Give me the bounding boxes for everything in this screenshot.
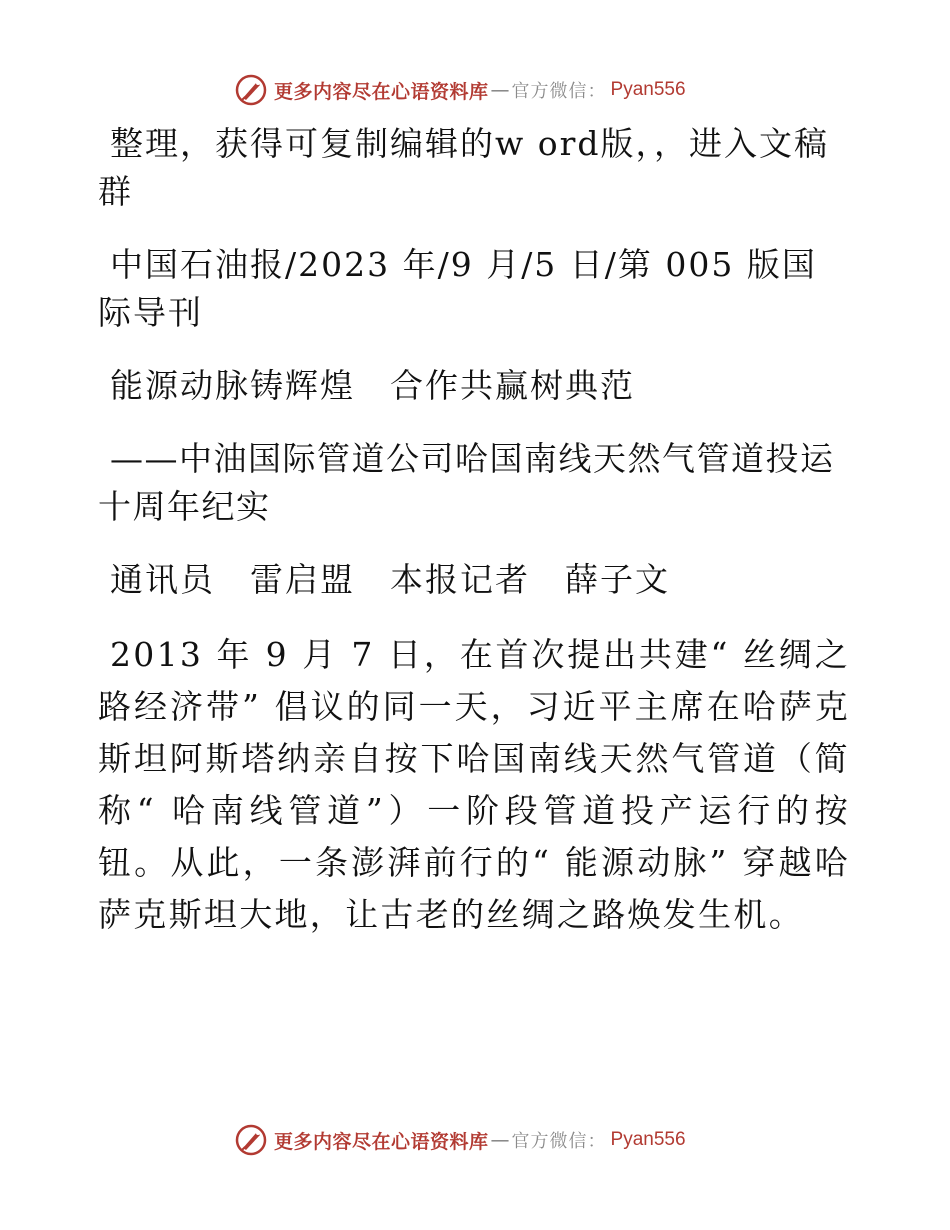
header-banner [234,72,686,108]
footer-banner [234,1122,686,1158]
editing-note: 整理，获得可复制编辑的w ord版，，进入文稿群 [98,124,830,211]
byline: 通讯员 雷启盟 本报记者 薛子文 [110,560,670,599]
source-line: 中国石油报/2023 年/9 月/5 日/第 005 版国际导刊 [98,245,817,332]
banner-wechat-id: Pyan556 [610,79,686,100]
document-body [98,120,850,941]
article-subtitle: ——中油国际管道公司哈国南线天然气管道投运十周年纪实 [98,439,835,526]
quill-pen-logo-icon [234,73,268,107]
banner-dash: — [490,79,510,101]
banner-main-text: 更多内容尽在心语资料库 [274,1130,489,1153]
quill-pen-logo-icon [234,1123,268,1157]
banner-wechat-id: Pyan556 [610,1129,686,1150]
banner-main-text: 更多内容尽在心语资料库 [274,80,489,103]
article-title: 能源动脉铸辉煌 合作共赢树典范 [110,366,635,405]
banner-wechat-label: 官方微信： [511,81,607,102]
banner-wechat-label: 官方微信： [511,1131,607,1152]
banner-dash: — [490,1129,510,1151]
body-paragraph: 2013 年 9 月 7 日，在首次提出共建“ 丝绸之路经济带” 倡议的同一天，习近平主席在哈萨克斯坦阿斯塔纳亲自按下哈国南线天然气管道（简称“ 哈南线管道”）一阶段管道投产运行的按钮。从此，一条澎湃前行的“ 能源动脉” 穿越哈萨克斯坦大地，让古老的丝绸之路焕发生机。 [98,635,850,934]
